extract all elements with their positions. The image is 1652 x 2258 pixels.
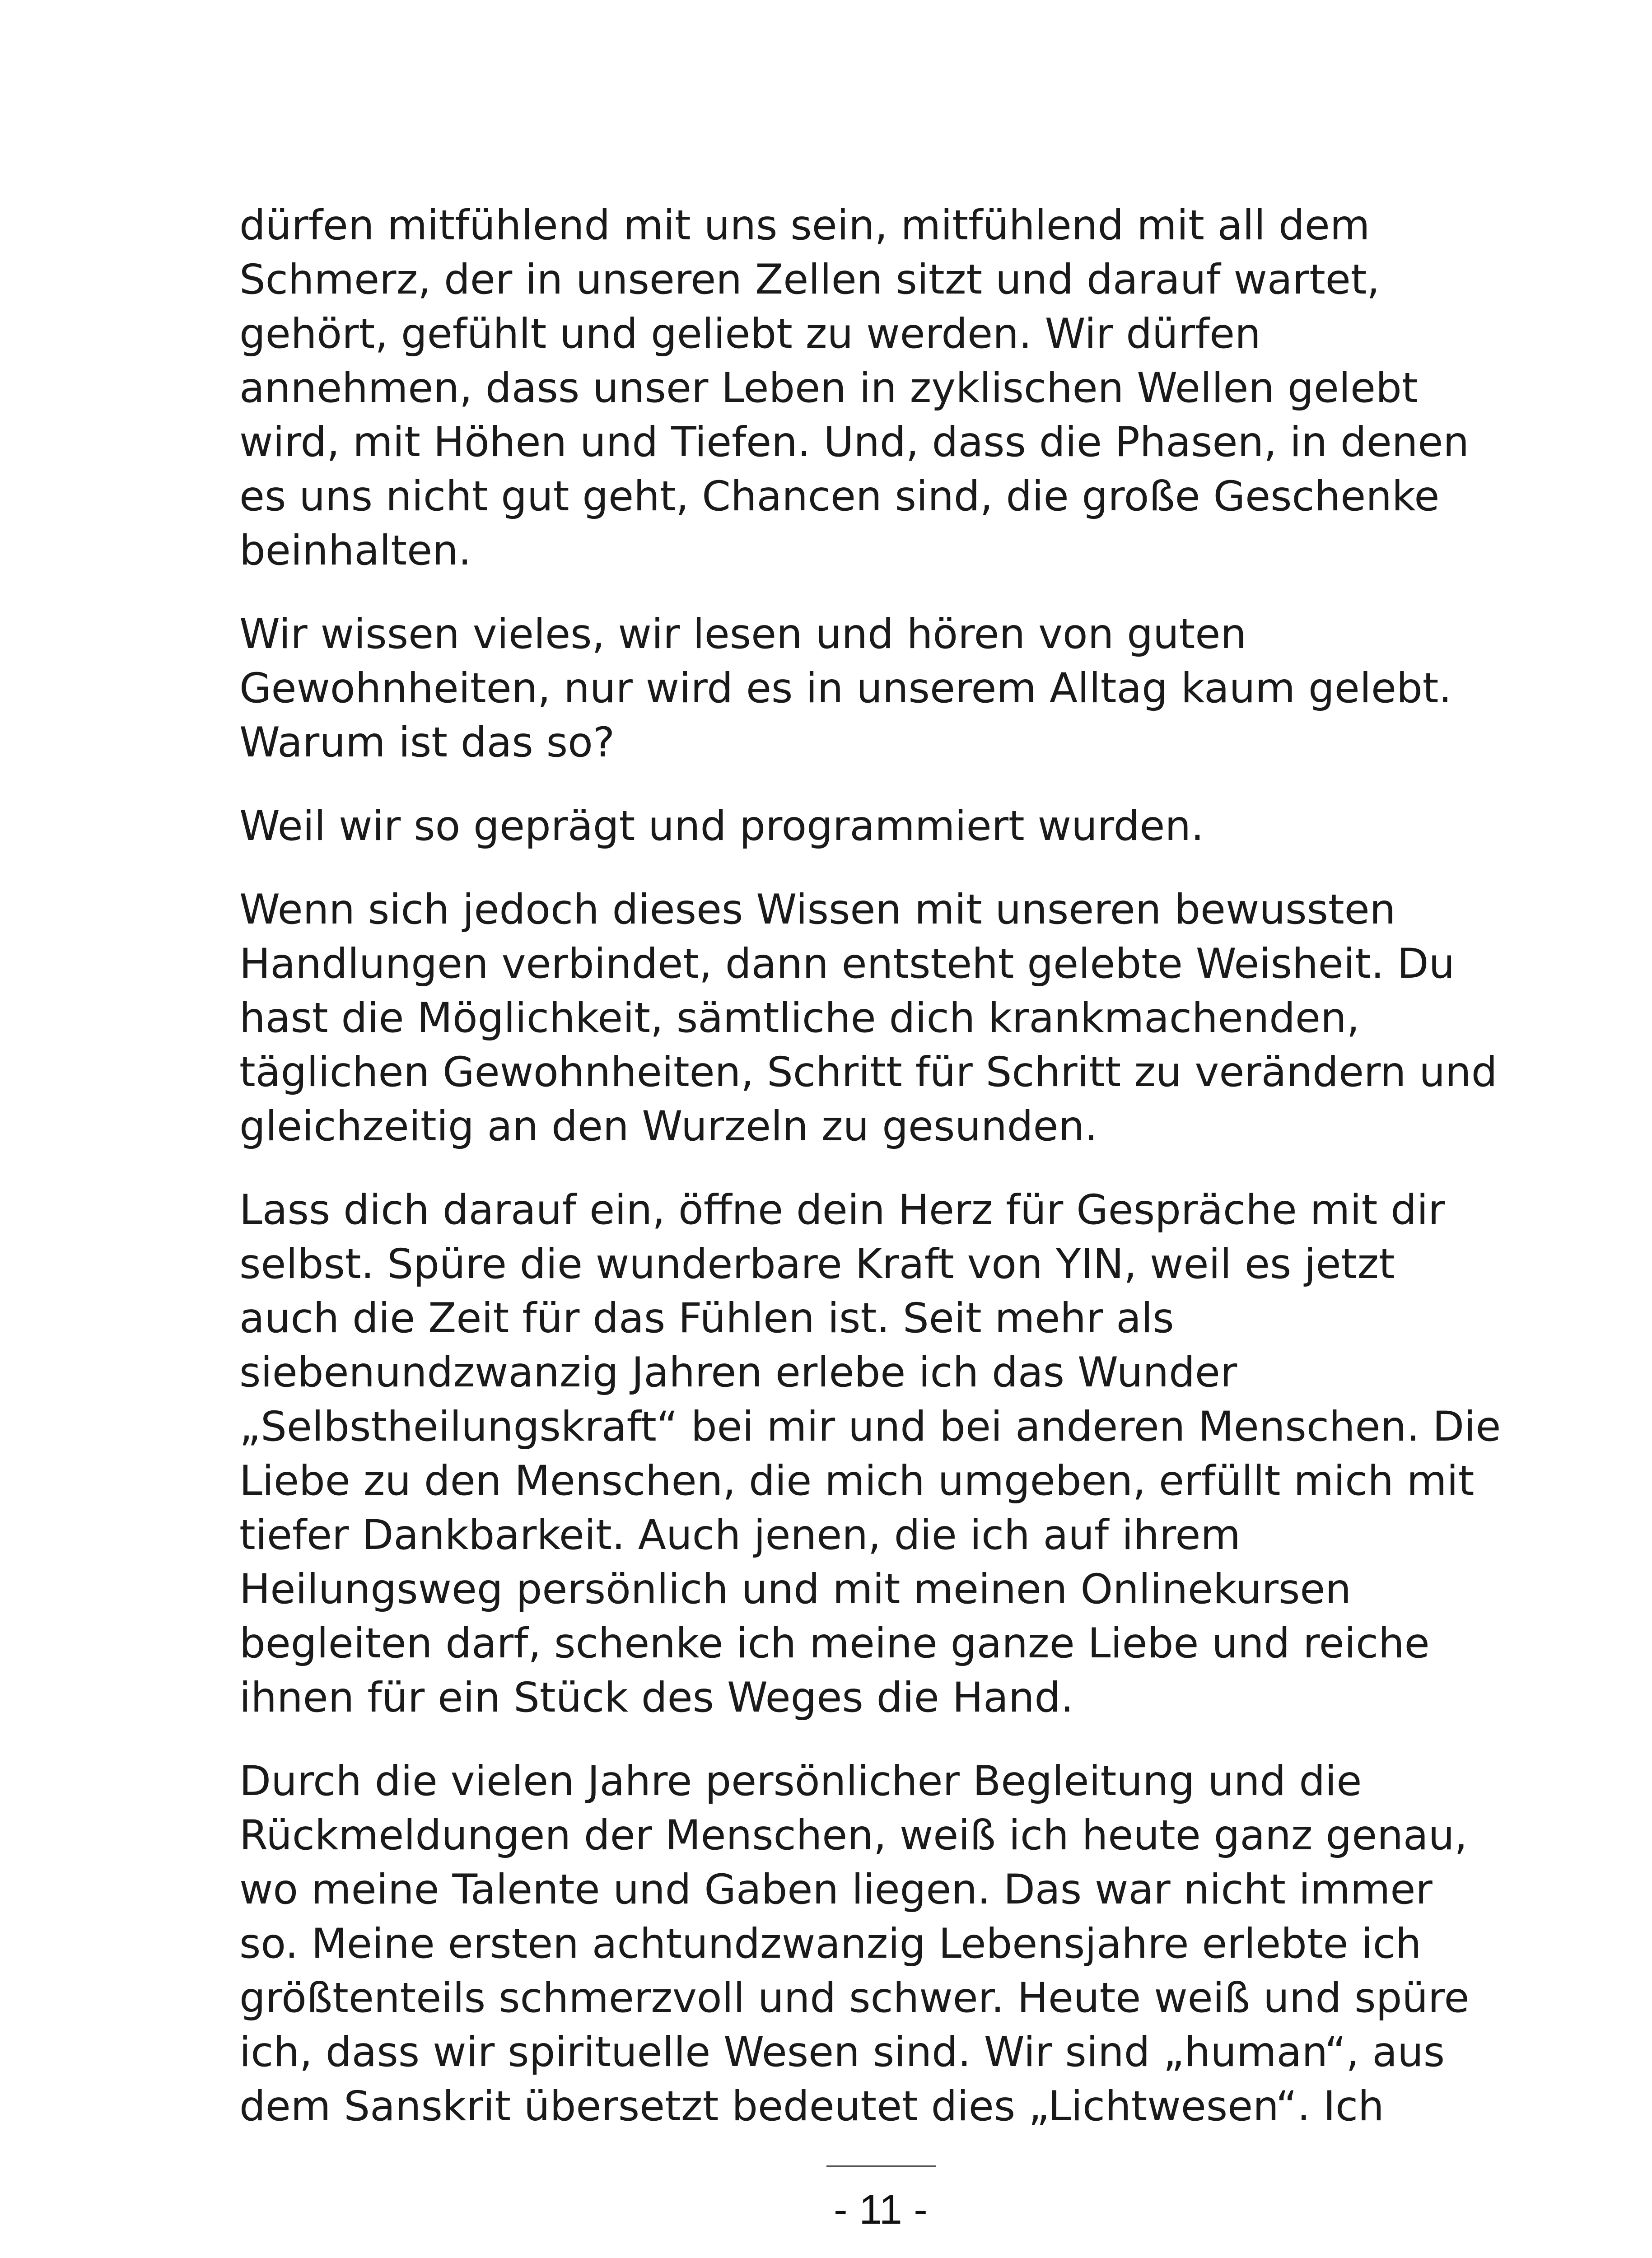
- paragraph-4: Wenn sich jedoch dieses Wissen mit unseren bewussten Handlungen verbindet, dann entsteht gelebte Weisheit. Du hast die Möglichkeit, sämtliche dich krankmachenden, täglichen Gewohnheiten, Schritt für Schritt zu verändern und gleichzeitig an den Wurzeln zu gesunden.: [239, 886, 1498, 1150]
- page-number: - 11 -: [834, 2187, 928, 2233]
- paragraph-2: Wir wissen vieles, wir lesen und hören von guten Gewohnheiten, nur wird es in unserem Alltag kaum gelebt. Warum ist das so?: [239, 611, 1452, 766]
- paragraph-3: Weil wir so geprägt und programmiert wurden.: [239, 802, 1204, 850]
- paragraph-6: Durch die vielen Jahre persönlicher Begleitung und die Rückmeldungen der Menschen, weiß ich heute ganz genau, wo meine Talente und Gaben liegen. Das war nicht immer so. Meine ersten achtundzwanzig Lebensjahre erlebte ich größtenteils schmerzvoll und schwer. Heute weiß und spüre ich, dass wir spirituelle Wesen sind. Wir sind „human“, aus dem Sanskrit übersetzt bedeutet dies „Lichtwesen“. Ich: [239, 1758, 1470, 2130]
- body-text: [239, 199, 1549, 2134]
- paragraph-1: dürfen mitfühlend mit uns sein, mitfühlend mit all dem Schmerz, der in unseren Zellen sitzt und darauf wartet, gehört, gefühlt und geliebt zu werden. Wir dürfen annehmen, dass unser Leben in zyklischen Wellen gelebt wird, mit Höhen und Tiefen. Und, dass die Phasen, in denen es uns nicht gut geht, Chancen sind, die große Geschenke beinhalten.: [239, 202, 1470, 574]
- paragraph-5: Lass dich darauf ein, öffne dein Herz für Gespräche mit dir selbst. Spüre die wunderbare Kraft von YIN, weil es jetzt auch die Zeit für das Fühlen ist. Seit mehr als siebenundzwanzig Jahren erlebe ich das Wunder „Selbstheilungskraft“ bei mir und bei anderen Menschen. Die Liebe zu den Menschen, die mich umgeben, erfüllt mich mit tiefer Dankbarkeit. Auch jenen, die ich auf ihrem Heilungsweg persönlich und mit meinen Onlinekursen begleiten darf, schenke ich meine ganze Liebe und reiche ihnen für ein Stück des Weges die Hand.: [239, 1186, 1501, 1721]
- footer-divider: [826, 2165, 936, 2167]
